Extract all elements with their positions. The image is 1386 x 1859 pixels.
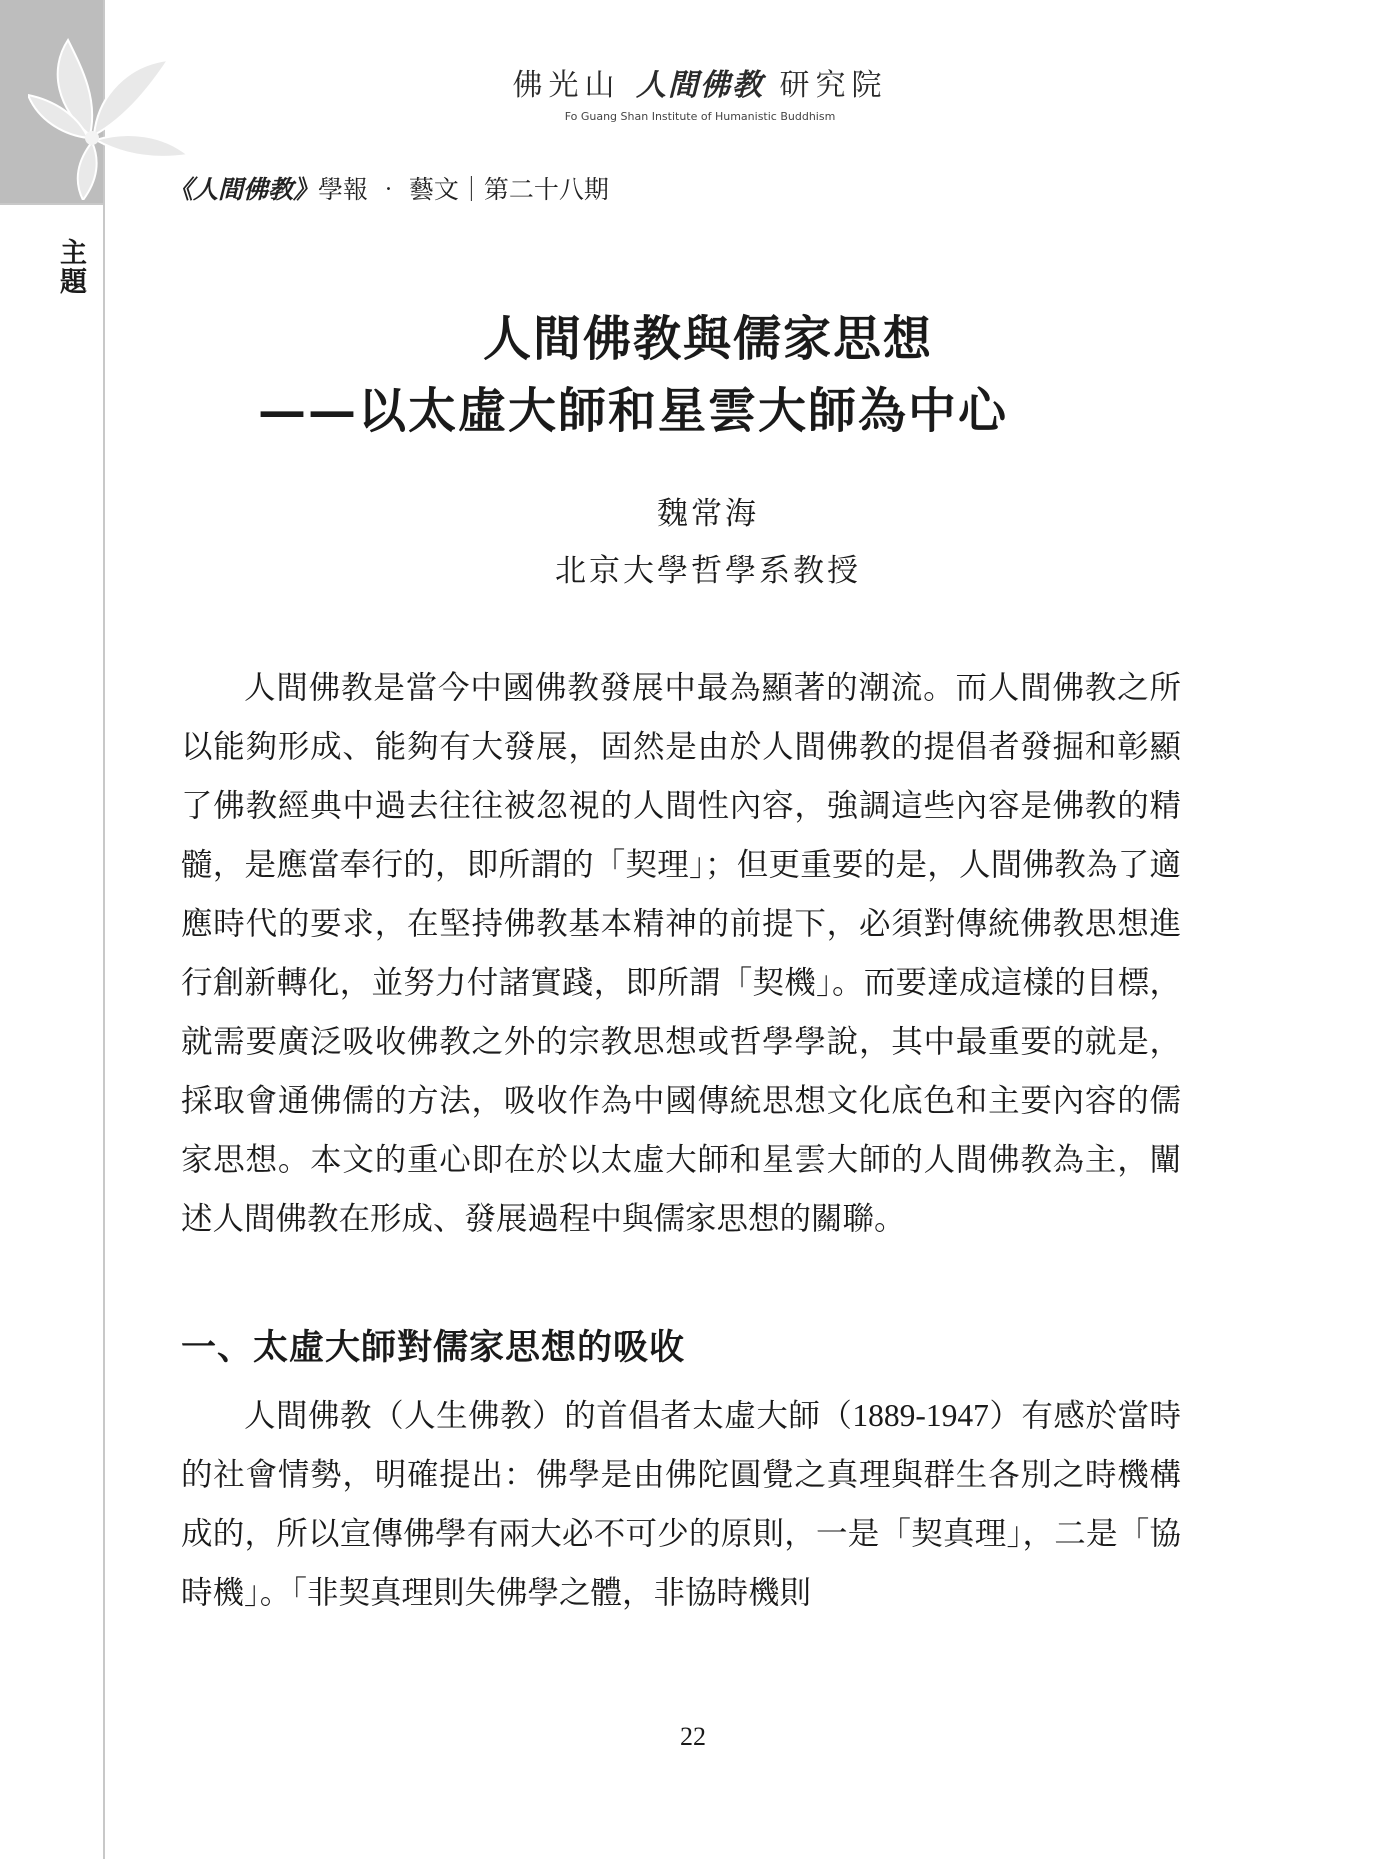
page-number: 22 xyxy=(680,1722,706,1751)
body-paragraph: 人間佛教是當今中國佛教發展中最為顯著的潮流。而人間佛教之所以能夠形成、能夠有大發展，固然是由於人間佛教的提倡者發掘和彰顯了佛教經典中過去往往被忽視的人間性內容，強調這些內容是佛教的精髓，是應當奉行的，即所謂的「契理」；但更重要的是，人間佛教為了適應時代的要求，在堅持佛教基本精神的前提下，必須對傳統佛教思想進行創新轉化，並努力付諸實踐，即所謂「契機」。而要達成這樣的目標，就需要廣泛吸收佛教之外的宗教思想或哲學學說，其中最重要的就是，採取會通佛儒的方法，吸收作為中國傳統思想文化底色和主要內容的儒家思想。本文的重心即在於以太虛大師和星雲大師的人間佛教為主，闡述人間佛教在形成、發展過程中與儒家思想的關聯。 xyxy=(181,670,1181,1236)
journal-header xyxy=(168,170,609,206)
side-tab-divider xyxy=(0,203,105,205)
article-subtitle: ——以太虛大師和星雲大師為中心 xyxy=(258,383,1009,439)
section-heading: 一、太虛大師對儒家思想的吸收 xyxy=(181,1327,686,1368)
institute-brand: 人間佛教 xyxy=(636,68,764,103)
author-affiliation: 北京大學哲學系教授 xyxy=(555,553,861,589)
institute-english-name: Fo Guang Shan Institute of Humanistic Buddhism xyxy=(564,110,836,123)
institute-name xyxy=(480,60,920,104)
body-paragraph: 人間佛教（人生佛教）的首倡者太虛大師（1889-1947）有感於當時的社會情勢，明確提出：佛學是由佛陀圓覺之真理與群生各別之時機構成的，所以宣傳佛學有兩大必不可少的原則，一是「契真理」，二是「協時機」。「非契真理則失佛學之體，非協時機則 xyxy=(181,1398,1181,1610)
journal-title: 《人間佛教》 xyxy=(168,175,319,204)
institute-prefix: 佛光山 xyxy=(512,68,621,103)
journal-issue: 學報 ‧ 藝文｜第二十八期 xyxy=(318,175,609,204)
section-side-label: 主題 xyxy=(55,238,86,296)
institute-suffix: 研究院 xyxy=(779,68,888,103)
article-title: 人間佛教與儒家思想 xyxy=(482,311,933,367)
author-name: 魏常海 xyxy=(657,496,759,532)
margin-rule xyxy=(103,0,105,1859)
